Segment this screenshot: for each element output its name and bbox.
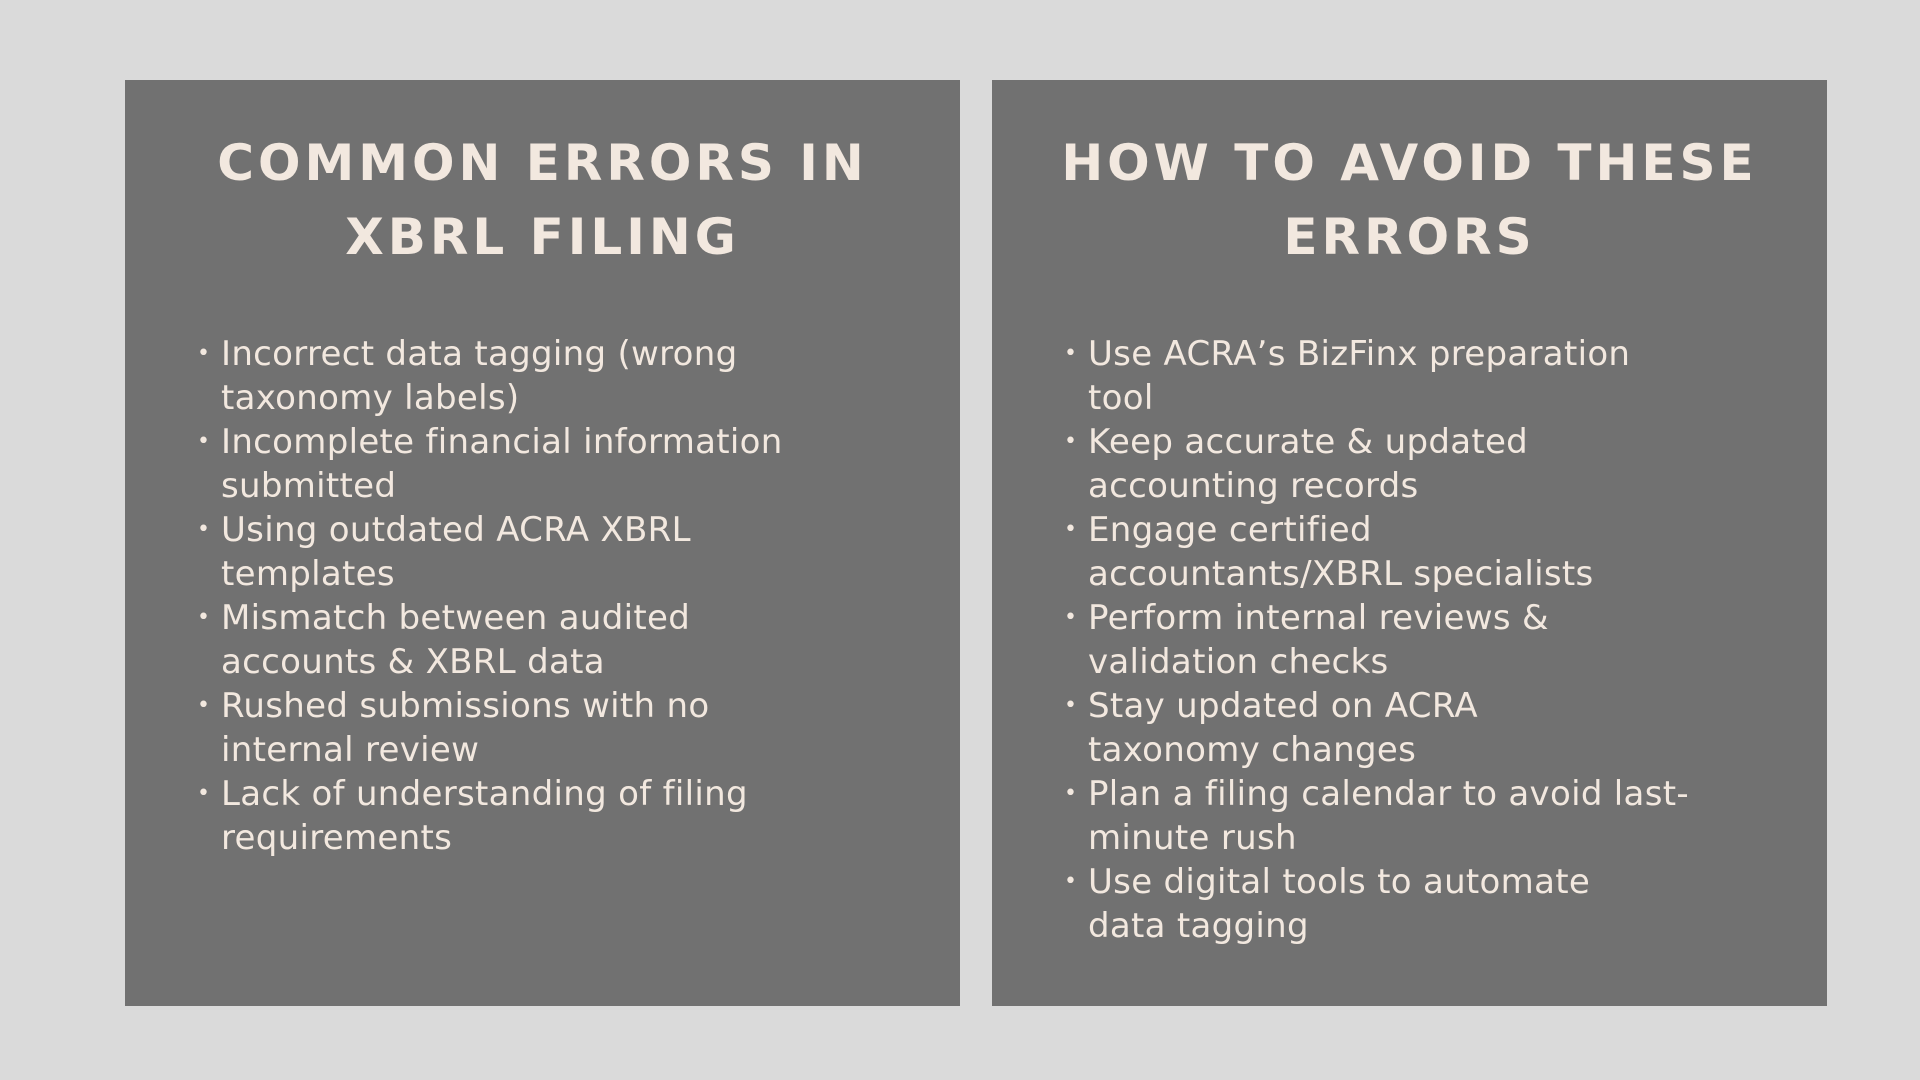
avoid-errors-item (1064, 332, 1808, 420)
item-line2: tool (1088, 378, 1154, 418)
item-line2: accountants/XBRL specialists (1088, 554, 1594, 594)
bullet-icon: • (197, 693, 211, 718)
common-errors-item (197, 684, 941, 772)
common-errors-title-line1: COMMON ERRORS IN (217, 134, 868, 192)
bullet-icon: • (1064, 869, 1078, 894)
item-line1: Lack of understanding of filing (221, 774, 748, 814)
avoid-errors-title-line2: ERRORS (1283, 208, 1536, 266)
item-line2: validation checks (1088, 642, 1389, 682)
avoid-errors-panel (992, 80, 1827, 1006)
item-line1: Stay updated on ACRA (1088, 686, 1478, 726)
bullet-icon: • (197, 605, 211, 630)
item-line1: Keep accurate & updated (1088, 422, 1529, 462)
item-line1: Mismatch between audited (221, 598, 691, 638)
bullet-icon: • (1064, 429, 1078, 454)
avoid-errors-item (1064, 860, 1808, 948)
bullet-icon: • (1064, 341, 1078, 366)
item-line1: Incorrect data tagging (wrong (221, 334, 738, 374)
item-line1: Using outdated ACRA XBRL (221, 510, 691, 550)
common-errors-item (197, 596, 941, 684)
bullet-icon: • (1064, 605, 1078, 630)
item-line2: requirements (221, 818, 453, 858)
avoid-errors-list (1064, 332, 1808, 948)
item-line2: minute rush (1088, 818, 1297, 858)
item-line2: internal review (221, 730, 480, 770)
item-line1: Use ACRA’s BizFinx preparation (1088, 334, 1631, 374)
item-line2: taxonomy changes (1088, 730, 1417, 770)
bullet-icon: • (1064, 693, 1078, 718)
bullet-icon: • (197, 341, 211, 366)
common-errors-item (197, 508, 941, 596)
bullet-icon: • (1064, 781, 1078, 806)
item-line2: accounts & XBRL data (221, 642, 605, 682)
item-line1: Plan a filing calendar to avoid last- (1088, 774, 1689, 814)
bullet-icon: • (1064, 517, 1078, 542)
avoid-errors-item (1064, 420, 1808, 508)
avoid-errors-title-line1: HOW TO AVOID THESE (1061, 134, 1758, 192)
item-line1: Perform internal reviews & (1088, 598, 1549, 638)
avoid-errors-item (1064, 684, 1808, 772)
common-errors-list (197, 332, 941, 860)
item-line2: templates (221, 554, 395, 594)
common-errors-item (197, 332, 941, 420)
item-line1: Incomplete financial information (221, 422, 783, 462)
common-errors-title (125, 126, 960, 274)
item-line2: data tagging (1088, 906, 1309, 946)
item-line1: Use digital tools to automate (1088, 862, 1591, 902)
bullet-icon: • (197, 429, 211, 454)
common-errors-item (197, 420, 941, 508)
avoid-errors-item (1064, 772, 1808, 860)
item-line2: accounting records (1088, 466, 1419, 506)
avoid-errors-item (1064, 596, 1808, 684)
item-line1: Rushed submissions with no (221, 686, 710, 726)
avoid-errors-title (992, 126, 1827, 274)
common-errors-item (197, 772, 941, 860)
common-errors-title-line2: XBRL FILING (345, 208, 740, 266)
item-line1: Engage certified (1088, 510, 1372, 550)
item-line2: taxonomy labels) (221, 378, 520, 418)
bullet-icon: • (197, 781, 211, 806)
avoid-errors-item (1064, 508, 1808, 596)
bullet-icon: • (197, 517, 211, 542)
item-line2: submitted (221, 466, 397, 506)
common-errors-panel (125, 80, 960, 1006)
